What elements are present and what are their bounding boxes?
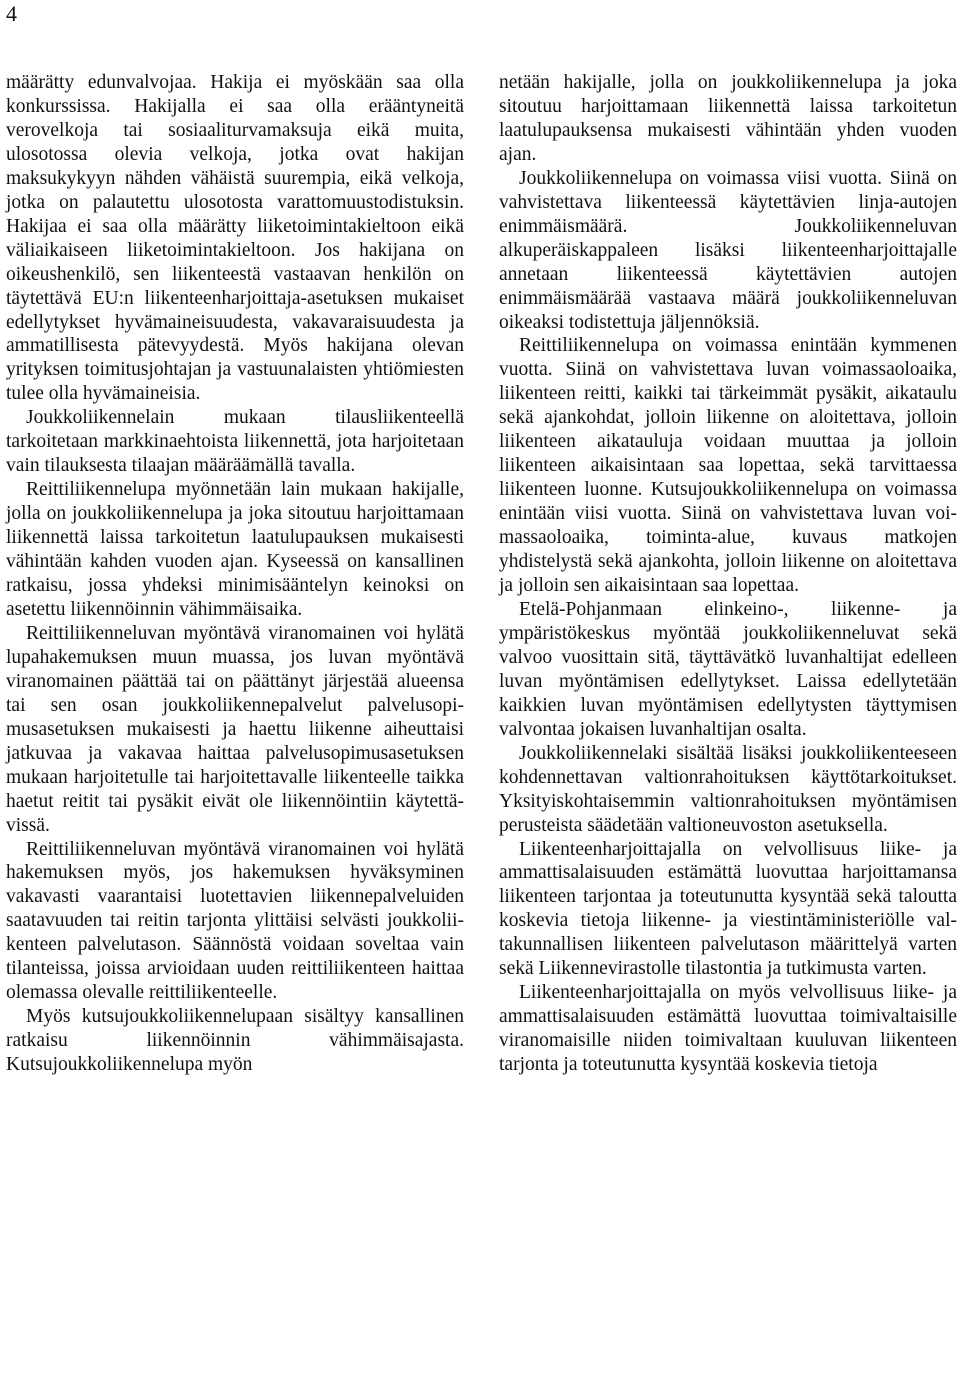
right-column <box>499 71 957 1077</box>
left-column <box>6 71 464 1077</box>
paragraph: Reittiliikennelupa myönnetään lain mukaan hakijalle, jolla on joukkoliikennelupa ja joka sitoutuu harjoittamaan liikennettä laissa tarkoitetun laatulupauksen mukaisesti vähintään kahden vuoden ajan. Kyseessä on kansallinen ratkaisu, jossa yhdeksi minimisääntelyn keinoksi on asetettu liikennöinnin vähimmäisaika. <box>6 479 464 620</box>
paragraph: määrätty edunvalvojaa. Hakija ei myöskään saa olla konkurssissa. Hakijalla ei saa olla erääntyneitä verovelkoja tai sosiaaliturvamaksuja eikä muita, ulosotossa olevia velkoja, jotka ovat hakijan maksukykyyn nähden vähäistä suurempia, eikä velkoja, jotka on palautettu ulosotosta varattomuustodistuksin. Hakijaa ei saa olla määrätty liiketoimintakieltoon eikä väliaikaiseen liiketoimintakieltoon. Jos hakijana on oikeushenkilö, sen liikenteestä vastaavan henkilön on täytettävä EU:n liikenteenharjoittaja-asetuksen mukaiset edellytykset hyvämaineisuudesta, vakavaraisuudesta ja ammatillisesta pätevyydestä. Myös hakijana olevan yrityksen toimitusjohtajan ja vastuunalaisten yhtiömiesten tulee olla hyvämaineisia. <box>6 72 464 405</box>
paragraph: Joukkoliikennelain mukaan tilausliikenteellä tarkoitetaan markkinaehtoista liikennettä, jota harjoitetaan vain tilauksesta tilaajan määräämällä tavalla. <box>6 407 464 477</box>
paragraph: Reittiliikenneluvan myöntävä viranomainen voi hylätä hakemuksen myös, jos hakemuksen hyväksyminen vakavasti vaarantaisi luotettavien liikennepalveluiden saatavuuden tai reitin tarjonta ylittäisi selvästi joukkoliikenteen palvelutason. Säännöstä voidaan soveltaa vain tilanteissa, joissa arvioidaan uuden reittiliikenteen haittaa olemassa olevalle reittiliikenteelle. <box>6 838 464 1004</box>
paragraph: Myös kutsujoukkoliikennelupaan sisältyy kansallinen ratkaisu liikennöinnin vähimmäisajasta. Kutsujoukkoliikennelupa myön <box>6 1006 464 1076</box>
paragraph: netään hakijalle, jolla on joukkoliikennelupa ja joka sitoutuu harjoittamaan liikennettä laissa tarkoitetun laatulupauksensa mukaisesti vähintään yhden vuoden ajan. <box>499 72 957 165</box>
paragraph: Liikenteenharjoittajalla on velvollisuus liike- ja ammattisalaisuuden estämättä luovuttaa harjoittamansa liikenteen tarjontaa ja toteutunutta kysyntää sekä taloutta koskevia tietoja liikenne- ja viestintäministeriölle valtakunnallisen liikenteen palvelutason määrittelyä varten sekä Liikennevirastolle tilastontia ja tutkimusta varten. <box>499 838 957 980</box>
paragraph: Reittiliikennelupa on voimassa enintään kymmenen vuotta. Siinä on vahvistettava luvan voimassaoloaika, liikenteen reitti, kaikki tai tärkeimmät pysäkit, aikataulu sekä ajankohdat, jolloin liikenne on aloitettava, jolloin liikenteen aikatauluja voidaan muuttaa ja jolloin liikenteen aikaisintaan saa lopettaa, sekä tarvittaessa liikenteen luonne. Kutsujoukkoliikennelupa on voimassa enintään viisi vuotta. Siinä on vahvistettava luvan voimassaoloaika, toiminta-alue, kuvaus matkojen yhdistelystä sekä ajankohta, jolloin liikenne on aloitettava ja jolloin sen aikaisintaan saa lopettaa. <box>499 335 957 597</box>
paragraph: Joukkoliikennelaki sisältää lisäksi joukkoliikenteeseen kohdennettavan valtionrahoituksen käyttötarkoitukset. Yksityiskohtaisemmin valtionrahoituksen myöntämisen perusteista säädetään valtioneuvoston asetuksella. <box>499 742 957 836</box>
page-number: 4 <box>6 1 17 26</box>
paragraph: Etelä-Pohjanmaan elinkeino-, liikenne- ja ympäristökeskus myöntää joukkoliikenneluvat sekä valvoo vuosittain sitä, täyttävätkö luvanhaltijat edelleen luvan myöntämisen edellytykset. Laissa edellytetään kaikkien luvan myöntämisen edellytysten täyttymisen valvontaa jokaisen luvanhaltijan osalta. <box>499 598 957 740</box>
paragraph: Liikenteenharjoittajalla on myös velvollisuus liike- ja ammattisalaisuuden estämättä luovuttaa toimivaltaisille viranomaisille niiden toimivaltaan kuuluvan liikenteen tarjonta ja toteutunutta kysyntää koskevia tietoja <box>499 982 957 1076</box>
paragraph: Joukkoliikennelupa on voimassa viisi vuotta. Siinä on vahvistettava liikenteessä käytettävien linja-autojen enimmäismäärä. Joukkoliikenneluvan alkuperäiskappaleen lisäksi liikenteenharjoittajalle annetaan liikenteessä käytettävien autojen enimmäismäärää vastaava määrä joukkoliikenneluvan oikeaksi todistettuja jäljennöksiä. <box>499 167 957 333</box>
paragraph: Reittiliikenneluvan myöntävä viranomainen voi hylätä lupahakemuksen muun muassa, jos luvan myöntävä viranomainen päättää tai on päättänyt järjestää alueensa tai sen osan joukkoliikennepalvelut palvelusopimusasetuksen mukaisesti ja haettu liikenne aiheuttaisi jatkuvaa ja vakavaa haittaa palvelusopimusasetuksen mukaan harjoitetulle tai harjoitettavalle liikenteelle taikka haetut reitit tai pysäkit eivät ole liikennöintiin käytettävissä. <box>6 622 464 836</box>
